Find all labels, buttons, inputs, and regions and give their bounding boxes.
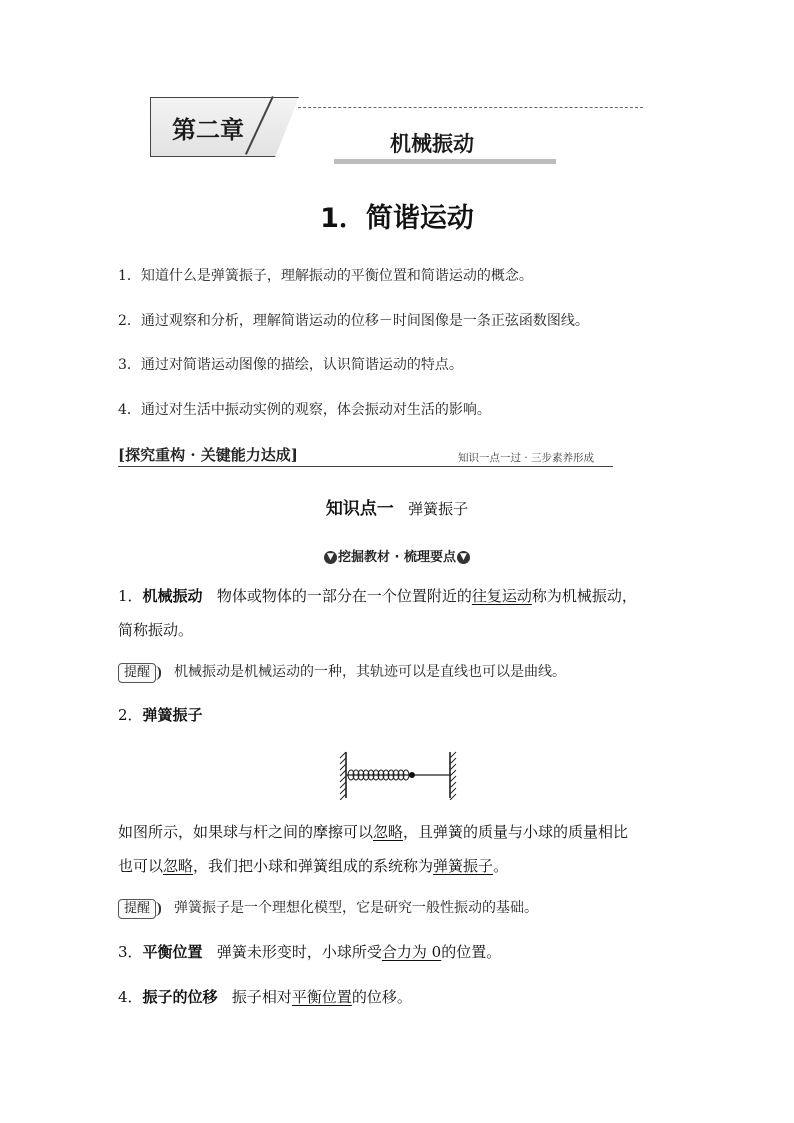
knowledge-point-label: 知识点一 bbox=[325, 499, 394, 519]
chapter-dashed-rule bbox=[298, 107, 643, 108]
underlined-answer: 弹簧振子 bbox=[433, 857, 494, 875]
item-oscillator-displacement bbox=[118, 980, 683, 1014]
text: 简称振动。 bbox=[118, 621, 194, 639]
tip-text: 机械振动是机械运动的一种，其轨迹可以是直线也可以是曲线。 bbox=[174, 664, 567, 680]
objective-1: 1．知道什么是弹簧振子，理解振动的平衡位置和简谐运动的概念。 bbox=[118, 268, 533, 284]
text: 如图所示，如果球与杆之间的摩擦可以 bbox=[118, 823, 374, 841]
objective-2: 2．通过观察和分析，理解简谐运动的位移－时间图像是一条正弦函数图线。 bbox=[118, 313, 589, 329]
item-equilibrium-position bbox=[118, 935, 683, 969]
term: 弹簧振子 bbox=[142, 706, 203, 724]
item-number: 1． bbox=[118, 587, 143, 605]
term: 机械振动 bbox=[142, 587, 203, 605]
underlined-answer: 合力为 0 bbox=[381, 943, 442, 961]
objective-4: 4．通过对生活中振动实例的观察，体会振动对生活的影响。 bbox=[118, 402, 491, 418]
text: 物体或物体的一部分在一个位置附近的 bbox=[216, 587, 472, 605]
term: 平衡位置 bbox=[142, 943, 203, 961]
text: 弹簧未形变时，小球所受 bbox=[216, 943, 382, 961]
underlined-answer: 忽略 bbox=[163, 857, 194, 875]
section-band-title: [探究重构 · 关键能力达成] bbox=[118, 446, 298, 464]
term: 振子的位移 bbox=[142, 988, 218, 1006]
text: 振子相对 bbox=[231, 988, 292, 1006]
text: ，且弹簧的质量与小球的质量相比 bbox=[403, 823, 629, 841]
down-arrow-icon: ▼ bbox=[457, 551, 470, 564]
section-band-subtitle: 知识一点一过 · 三步素养形成 bbox=[458, 452, 595, 464]
ball bbox=[409, 772, 415, 778]
section-band-rule bbox=[118, 466, 613, 467]
dig-textbook-header bbox=[0, 546, 794, 565]
item-mechanical-vibration bbox=[118, 579, 683, 647]
text: 的位置。 bbox=[441, 943, 502, 961]
text: 也可以 bbox=[118, 857, 164, 875]
text: 的位移。 bbox=[351, 988, 412, 1006]
down-arrow-icon: ▼ bbox=[324, 551, 337, 564]
tip-2 bbox=[118, 897, 538, 919]
item-spring-oscillator bbox=[118, 698, 683, 732]
item-number: 4． bbox=[118, 988, 143, 1006]
chapter-label: 第二章 bbox=[172, 116, 244, 144]
left-wall bbox=[340, 752, 346, 800]
chapter-title-bar bbox=[334, 159, 556, 164]
text: ，我们把小球和弹簧组成的系统称为 bbox=[193, 857, 434, 875]
objective-3: 3．通过对简谐运动图像的描绘，认识简谐运动的特点。 bbox=[118, 357, 463, 373]
spring-oscillator-figure bbox=[338, 750, 460, 800]
underlined-answer: 忽略 bbox=[373, 823, 404, 841]
spring-oscillator-paragraph bbox=[118, 815, 683, 883]
section-title: 1．简谐运动 bbox=[320, 203, 474, 234]
knowledge-point-title bbox=[0, 494, 794, 519]
underlined-answer: 平衡位置 bbox=[291, 988, 352, 1006]
underlined-answer: 往复运动 bbox=[471, 587, 532, 605]
tip-1 bbox=[118, 661, 566, 683]
chapter-title: 机械振动 bbox=[390, 132, 474, 156]
tip-badge: 提醒 bbox=[118, 663, 156, 683]
tip-text: 弹簧振子是一个理想化模型，它是研究一般性振动的基础。 bbox=[174, 900, 539, 916]
text: 。 bbox=[493, 857, 509, 875]
item-number: 3． bbox=[118, 943, 143, 961]
item-number: 2． bbox=[118, 706, 143, 724]
dig-label: 挖掘教材 · 梳理要点 bbox=[338, 550, 456, 565]
knowledge-point-name: 弹簧振子 bbox=[408, 500, 469, 518]
text: 称为机械振动， bbox=[531, 587, 637, 605]
right-wall bbox=[450, 752, 456, 800]
tip-badge: 提醒 bbox=[118, 899, 156, 919]
